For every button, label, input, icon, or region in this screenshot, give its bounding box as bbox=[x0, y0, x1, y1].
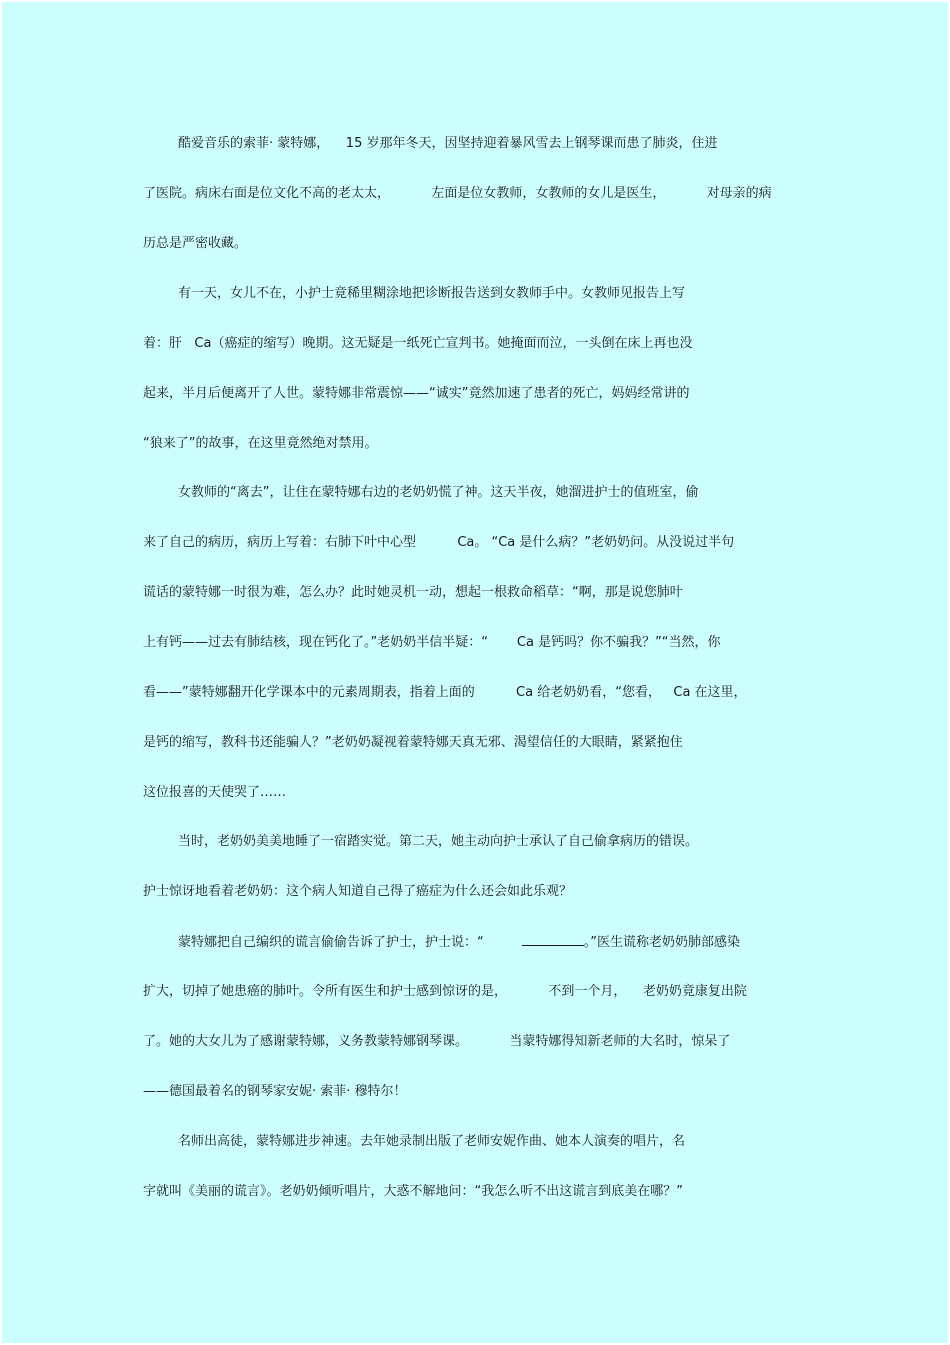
paragraph-1-line-3: 历总是严密收藏。 bbox=[143, 236, 248, 251]
paragraph-4-line-2: 护士惊讶地看着老奶奶：这个病人知道自己得了癌症为什么还会如此乐观？ bbox=[143, 884, 573, 899]
paragraph-1-line-2: 了医院。病床右面是位文化不高的老太太， 左面是位女教师，女教师的女儿是医生， 对母亲的病 bbox=[143, 186, 772, 201]
paragraph-4-line-1: 当时，老奶奶美美地睡了一宿踏实觉。第二天，她主动向护士承认了自己偷拿病历的错误。 bbox=[178, 834, 699, 849]
document-page bbox=[2, 2, 948, 1343]
paragraph-2-line-2: 着：肝 Ca（癌症的缩写）晚期。这无疑是一纸死亡宣判书。她掩面而泣，一头倒在床上再也没 bbox=[143, 336, 693, 351]
paragraph-3-line-3: 谎话的蒙特娜一时很为难，怎么办？此时她灵机一动，想起一根救命稻草：“啊，那是说您肺叶 bbox=[143, 585, 683, 600]
paragraph-3-line-7: 这位报喜的天使哭了…… bbox=[143, 785, 287, 800]
paragraph-5-line-4: ——德国最着名的钢琴家安妮· 索菲· 穆特尔！ bbox=[143, 1084, 407, 1099]
paragraph-2-line-3: 起来，半月后便离开了人世。蒙特娜非常震惊——“诚实”竟然加速了患者的死亡，妈妈经常讲的 bbox=[143, 386, 690, 401]
paragraph-5-line-2: 扩大，切掉了她患癌的肺叶。令所有医生和护士感到惊讶的是， 不到一个月， 老奶奶竟康复出院 bbox=[143, 984, 747, 999]
paragraph-3-line-6: 是钙的缩写，教科书还能骗人？”老奶奶凝视着蒙特娜天真无邪、渴望信任的大眼睛，紧紧抱住 bbox=[143, 735, 683, 750]
paragraph-2-line-4: “狼来了”的故事，在这里竟然绝对禁用。 bbox=[143, 436, 378, 451]
paragraph-5-line-1-after-blank: 。”医生谎称老奶奶肺部感染 bbox=[583, 935, 740, 950]
paragraph-3-line-5: 看——”蒙特娜翻开化学课本中的元素周期表，指着上面的 Ca 给老奶奶看，“您看， Ca 在这里， bbox=[143, 685, 747, 700]
paragraph-6-line-1: 名师出高徒，蒙特娜进步神速。去年她录制出版了老师安妮作曲、她本人演奏的唱片，名 bbox=[178, 1134, 686, 1149]
paragraph-3-line-4: 上有钙——过去有肺结核，现在钙化了。”老奶奶半信半疑：“ Ca 是钙吗？你不骗我？”“当然，你 bbox=[143, 635, 721, 650]
document-body bbox=[2, 2, 948, 1199]
paragraph-5-line-1 bbox=[178, 932, 740, 952]
paragraph-3-line-1: 女教师的“离去”，让住在蒙特娜右边的老奶奶慌了神。这天半夜，她溜进护士的值班室，偷 bbox=[178, 485, 699, 500]
fill-in-blank bbox=[522, 932, 584, 946]
paragraph-2-line-1: 有一天，女儿不在，小护士竟稀里糊涂地把诊断报告送到女教师手中。女教师见报告上写 bbox=[178, 286, 686, 301]
paragraph-5-line-3: 了。她的大女儿为了感谢蒙特娜，义务教蒙特娜钢琴课。 当蒙特娜得知新老师的大名时，惊呆了 bbox=[143, 1034, 731, 1049]
paragraph-5-line-1-before-blank: 蒙特娜把自己编织的谎言偷偷告诉了护士，护士说：“ bbox=[178, 935, 484, 950]
paragraph-1-line-1: 酷爱音乐的索菲· 蒙特娜， 15 岁那年冬天，因坚持迎着暴风雪去上钢琴课而患了肺炎，住进 bbox=[178, 136, 718, 151]
paragraph-6-line-2: 字就叫《美丽的谎言》。老奶奶倾听唱片，大惑不解地问：“我怎么听不出这谎言到底美在哪？” bbox=[143, 1184, 683, 1199]
paragraph-3-line-2: 来了自己的病历，病历上写着：右肺下叶中心型 Ca。 “Ca 是什么病？”老奶奶问。从没说过半句 bbox=[143, 535, 735, 550]
